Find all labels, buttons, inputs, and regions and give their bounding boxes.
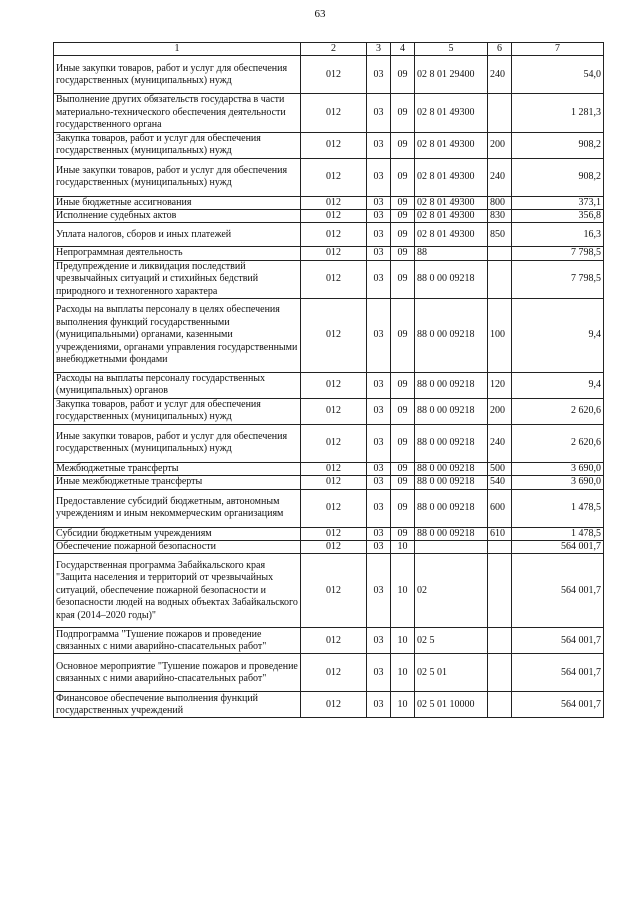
row-amount: 9,4 bbox=[512, 372, 604, 398]
row-expense-type bbox=[488, 94, 512, 132]
row-section-code: 03 bbox=[367, 209, 391, 222]
row-amount: 564 001,7 bbox=[512, 628, 604, 654]
row-subsection-code: 09 bbox=[391, 56, 415, 94]
row-amount: 356,8 bbox=[512, 209, 604, 222]
row-subsection-code: 09 bbox=[391, 94, 415, 132]
row-admin-code: 012 bbox=[301, 692, 367, 718]
row-section-code: 03 bbox=[367, 489, 391, 527]
row-amount: 564 001,7 bbox=[512, 692, 604, 718]
row-subsection-code: 09 bbox=[391, 196, 415, 209]
table-row bbox=[54, 554, 604, 628]
row-amount: 16,3 bbox=[512, 223, 604, 247]
table-row bbox=[54, 56, 604, 94]
row-target-code: 88 0 00 09218 bbox=[415, 398, 488, 424]
row-admin-code: 012 bbox=[301, 196, 367, 209]
row-section-code: 03 bbox=[367, 158, 391, 196]
row-admin-code: 012 bbox=[301, 223, 367, 247]
row-name-cell: Непрограммная деятельность bbox=[54, 247, 301, 260]
table-row bbox=[54, 372, 604, 398]
row-subsection-code: 09 bbox=[391, 462, 415, 475]
row-expense-type bbox=[488, 541, 512, 554]
row-name-cell: Иные межбюджетные трансферты bbox=[54, 476, 301, 489]
row-expense-type: 850 bbox=[488, 223, 512, 247]
row-expense-type: 600 bbox=[488, 489, 512, 527]
row-subsection-code: 09 bbox=[391, 132, 415, 158]
row-target-code: 02 8 01 49300 bbox=[415, 223, 488, 247]
row-expense-type: 500 bbox=[488, 462, 512, 475]
row-target-code: 02 8 01 49300 bbox=[415, 94, 488, 132]
row-admin-code: 012 bbox=[301, 527, 367, 540]
row-section-code: 03 bbox=[367, 132, 391, 158]
row-amount: 564 001,7 bbox=[512, 554, 604, 628]
row-section-code: 03 bbox=[367, 654, 391, 692]
row-name-cell: Предупреждение и ликвидация последствий чрезвычайных ситуаций и стихийных бедствий природного и техногенного характера bbox=[54, 260, 301, 298]
table-row bbox=[54, 541, 604, 554]
row-section-code: 03 bbox=[367, 94, 391, 132]
row-section-code: 03 bbox=[367, 424, 391, 462]
table-row bbox=[54, 94, 604, 132]
row-admin-code: 012 bbox=[301, 298, 367, 372]
row-target-code: 02 8 01 49300 bbox=[415, 158, 488, 196]
row-admin-code: 012 bbox=[301, 132, 367, 158]
row-subsection-code: 09 bbox=[391, 489, 415, 527]
row-expense-type: 830 bbox=[488, 209, 512, 222]
row-admin-code: 012 bbox=[301, 541, 367, 554]
table-row bbox=[54, 158, 604, 196]
column-header: 3 bbox=[367, 43, 391, 56]
row-name-cell: Расходы на выплаты персоналу государственных (муниципальных) органов bbox=[54, 372, 301, 398]
row-amount: 3 690,0 bbox=[512, 476, 604, 489]
row-name-cell: Подпрограмма "Тушение пожаров и проведение связанных с ними аварийно-спасательных работ" bbox=[54, 628, 301, 654]
row-subsection-code: 09 bbox=[391, 398, 415, 424]
row-expense-type: 540 bbox=[488, 476, 512, 489]
row-section-code: 03 bbox=[367, 628, 391, 654]
table-row bbox=[54, 298, 604, 372]
row-amount: 54,0 bbox=[512, 56, 604, 94]
row-amount: 908,2 bbox=[512, 158, 604, 196]
row-admin-code: 012 bbox=[301, 424, 367, 462]
row-admin-code: 012 bbox=[301, 56, 367, 94]
row-subsection-code: 10 bbox=[391, 692, 415, 718]
row-subsection-code: 10 bbox=[391, 654, 415, 692]
row-admin-code: 012 bbox=[301, 209, 367, 222]
table-row bbox=[54, 132, 604, 158]
row-amount: 564 001,7 bbox=[512, 541, 604, 554]
row-name-cell: Государственная программа Забайкальского края "Защита населения и территорий от чрезвычайных ситуаций, обеспечение пожарной безопасности и безопасности людей на водных объектах Забайкальского края (2014–2020 годы)" bbox=[54, 554, 301, 628]
row-target-code: 88 0 00 09218 bbox=[415, 489, 488, 527]
row-subsection-code: 10 bbox=[391, 628, 415, 654]
row-target-code: 88 0 00 09218 bbox=[415, 462, 488, 475]
row-name-cell: Иные закупки товаров, работ и услуг для обеспечения государственных (муниципальных) нужд bbox=[54, 56, 301, 94]
table-row bbox=[54, 462, 604, 475]
header-row bbox=[54, 43, 604, 56]
table-row bbox=[54, 628, 604, 654]
row-subsection-code: 09 bbox=[391, 223, 415, 247]
column-header: 6 bbox=[488, 43, 512, 56]
row-expense-type: 240 bbox=[488, 424, 512, 462]
row-expense-type: 240 bbox=[488, 158, 512, 196]
column-header: 4 bbox=[391, 43, 415, 56]
row-expense-type: 610 bbox=[488, 527, 512, 540]
row-subsection-code: 09 bbox=[391, 298, 415, 372]
row-expense-type bbox=[488, 654, 512, 692]
row-section-code: 03 bbox=[367, 260, 391, 298]
column-header: 1 bbox=[54, 43, 301, 56]
table-row bbox=[54, 424, 604, 462]
row-admin-code: 012 bbox=[301, 158, 367, 196]
row-section-code: 03 bbox=[367, 476, 391, 489]
row-section-code: 03 bbox=[367, 541, 391, 554]
row-section-code: 03 bbox=[367, 554, 391, 628]
row-name-cell: Закупка товаров, работ и услуг для обеспечения государственных (муниципальных) нужд bbox=[54, 132, 301, 158]
row-target-code: 02 8 01 29400 bbox=[415, 56, 488, 94]
column-header: 2 bbox=[301, 43, 367, 56]
row-subsection-code: 10 bbox=[391, 554, 415, 628]
row-target-code: 88 0 00 09218 bbox=[415, 372, 488, 398]
table-row bbox=[54, 247, 604, 260]
row-section-code: 03 bbox=[367, 247, 391, 260]
row-target-code bbox=[415, 541, 488, 554]
row-target-code: 88 bbox=[415, 247, 488, 260]
row-name-cell: Исполнение судебных актов bbox=[54, 209, 301, 222]
row-target-code: 02 bbox=[415, 554, 488, 628]
row-expense-type: 120 bbox=[488, 372, 512, 398]
row-subsection-code: 09 bbox=[391, 527, 415, 540]
row-name-cell: Иные закупки товаров, работ и услуг для обеспечения государственных (муниципальных) нужд bbox=[54, 424, 301, 462]
row-section-code: 03 bbox=[367, 527, 391, 540]
table-row bbox=[54, 260, 604, 298]
row-target-code: 02 8 01 49300 bbox=[415, 209, 488, 222]
row-target-code: 02 8 01 49300 bbox=[415, 196, 488, 209]
row-admin-code: 012 bbox=[301, 260, 367, 298]
row-section-code: 03 bbox=[367, 462, 391, 475]
row-expense-type bbox=[488, 260, 512, 298]
row-amount: 373,1 bbox=[512, 196, 604, 209]
row-amount: 2 620,6 bbox=[512, 424, 604, 462]
row-amount: 3 690,0 bbox=[512, 462, 604, 475]
row-amount: 908,2 bbox=[512, 132, 604, 158]
row-expense-type: 240 bbox=[488, 56, 512, 94]
row-name-cell: Предоставление субсидий бюджетным, автономным учреждениям и иным некоммерческим организациям bbox=[54, 489, 301, 527]
row-name-cell: Межбюджетные трансферты bbox=[54, 462, 301, 475]
row-admin-code: 012 bbox=[301, 476, 367, 489]
row-section-code: 03 bbox=[367, 56, 391, 94]
row-amount: 1 478,5 bbox=[512, 489, 604, 527]
row-expense-type: 100 bbox=[488, 298, 512, 372]
row-expense-type: 200 bbox=[488, 132, 512, 158]
table-row bbox=[54, 209, 604, 222]
row-name-cell: Иные закупки товаров, работ и услуг для обеспечения государственных (муниципальных) нужд bbox=[54, 158, 301, 196]
row-amount: 564 001,7 bbox=[512, 654, 604, 692]
row-target-code: 02 5 01 10000 bbox=[415, 692, 488, 718]
row-section-code: 03 bbox=[367, 372, 391, 398]
row-amount: 2 620,6 bbox=[512, 398, 604, 424]
row-subsection-code: 09 bbox=[391, 476, 415, 489]
row-admin-code: 012 bbox=[301, 628, 367, 654]
row-expense-type: 800 bbox=[488, 196, 512, 209]
row-admin-code: 012 bbox=[301, 398, 367, 424]
table-row bbox=[54, 223, 604, 247]
row-name-cell: Закупка товаров, работ и услуг для обеспечения государственных (муниципальных) нужд bbox=[54, 398, 301, 424]
row-target-code: 88 0 00 09218 bbox=[415, 424, 488, 462]
row-expense-type bbox=[488, 628, 512, 654]
row-section-code: 03 bbox=[367, 692, 391, 718]
row-target-code: 88 0 00 09218 bbox=[415, 298, 488, 372]
row-amount: 7 798,5 bbox=[512, 247, 604, 260]
row-name-cell: Основное мероприятие "Тушение пожаров и проведение связанных с ними аварийно-спасательных работ" bbox=[54, 654, 301, 692]
row-amount: 1 478,5 bbox=[512, 527, 604, 540]
row-target-code: 88 0 00 09218 bbox=[415, 476, 488, 489]
row-subsection-code: 09 bbox=[391, 158, 415, 196]
row-target-code: 02 8 01 49300 bbox=[415, 132, 488, 158]
row-subsection-code: 09 bbox=[391, 260, 415, 298]
column-header: 5 bbox=[415, 43, 488, 56]
row-expense-type bbox=[488, 247, 512, 260]
table-row bbox=[54, 476, 604, 489]
row-name-cell: Финансовое обеспечение выполнения функций государственных учреждений bbox=[54, 692, 301, 718]
row-subsection-code: 09 bbox=[391, 209, 415, 222]
row-amount: 7 798,5 bbox=[512, 260, 604, 298]
row-target-code: 02 5 bbox=[415, 628, 488, 654]
row-section-code: 03 bbox=[367, 398, 391, 424]
row-section-code: 03 bbox=[367, 223, 391, 247]
row-expense-type: 200 bbox=[488, 398, 512, 424]
column-header: 7 bbox=[512, 43, 604, 56]
table-row bbox=[54, 654, 604, 692]
row-name-cell: Уплата налогов, сборов и иных платежей bbox=[54, 223, 301, 247]
row-subsection-code: 09 bbox=[391, 372, 415, 398]
row-name-cell: Выполнение других обязательств государства в части материально-технического обеспечения деятельности государственного органа bbox=[54, 94, 301, 132]
table-row bbox=[54, 527, 604, 540]
row-section-code: 03 bbox=[367, 196, 391, 209]
row-expense-type bbox=[488, 692, 512, 718]
row-admin-code: 012 bbox=[301, 247, 367, 260]
row-target-code: 02 5 01 bbox=[415, 654, 488, 692]
table-row bbox=[54, 489, 604, 527]
row-expense-type bbox=[488, 554, 512, 628]
row-name-cell: Субсидии бюджетным учреждениям bbox=[54, 527, 301, 540]
row-admin-code: 012 bbox=[301, 554, 367, 628]
page-number: 63 bbox=[314, 8, 326, 20]
row-section-code: 03 bbox=[367, 298, 391, 372]
row-name-cell: Расходы на выплаты персоналу в целях обеспечения выполнения функций государственными (муниципальными) органами, казенными учреждениями, органами управления государственными внебюджетными фондами bbox=[54, 298, 301, 372]
row-admin-code: 012 bbox=[301, 94, 367, 132]
row-subsection-code: 09 bbox=[391, 247, 415, 260]
budget-table bbox=[53, 42, 604, 718]
table-row bbox=[54, 398, 604, 424]
table-row bbox=[54, 196, 604, 209]
row-admin-code: 012 bbox=[301, 372, 367, 398]
row-admin-code: 012 bbox=[301, 654, 367, 692]
row-amount: 1 281,3 bbox=[512, 94, 604, 132]
table-row bbox=[54, 692, 604, 718]
row-admin-code: 012 bbox=[301, 489, 367, 527]
row-target-code: 88 0 00 09218 bbox=[415, 527, 488, 540]
row-target-code: 88 0 00 09218 bbox=[415, 260, 488, 298]
row-subsection-code: 09 bbox=[391, 424, 415, 462]
row-name-cell: Обеспечение пожарной безопасности bbox=[54, 541, 301, 554]
row-name-cell: Иные бюджетные ассигнования bbox=[54, 196, 301, 209]
row-subsection-code: 10 bbox=[391, 541, 415, 554]
row-admin-code: 012 bbox=[301, 462, 367, 475]
row-amount: 9,4 bbox=[512, 298, 604, 372]
